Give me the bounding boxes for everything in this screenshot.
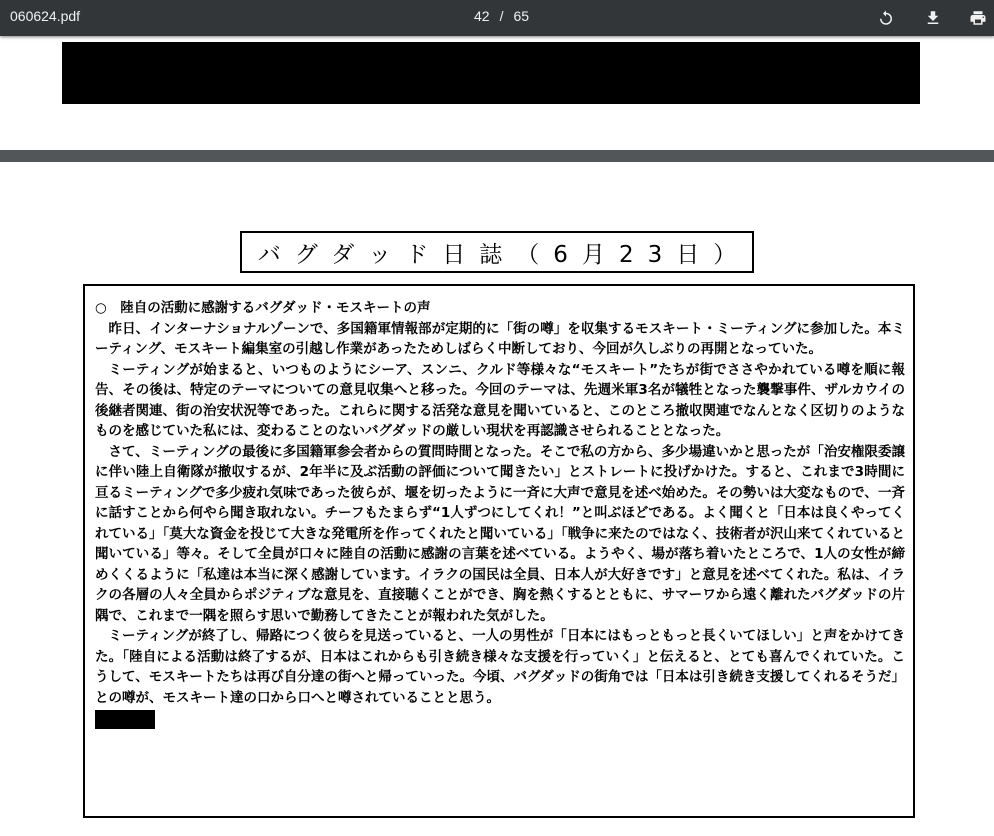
- current-page: [0, 162, 994, 836]
- paragraph-4: ミーティングが終了し、帰路につく彼らを見送っていると、一人の男性が「日本にはもっともっと長くいてほしい」と声をかけてきた。「陸自による活動は終了するが、日本はこれからも引き続き様々な支援を行っていく」と伝えると、とても喜んでくれていた。こうして、モスキートたちは再び自分達の街へと帰っていった。今頃、バグダッドの街角では「日本は引き続き支援してくれるそうだ」との噂が、モスキート達の口から口へと噂されていることと思う。: [95, 628, 905, 706]
- paragraph-3: さて、ミーティングの最後に多国籍軍参会者からの質問時間となった。そこで私の方から、多少場違いかと思ったが「治安権限委譲に伴い陸上自衛隊が撤収するが、2年半に及ぶ活動の評価について聞きたい」とストレートに投げかけた。すると、これまで3時間に亘るミーティングで多少疲れ気味であった彼らが、堰を切ったように一斉に大声で意見を述べ始めた。その勢いは大変なもので、一斉に話すことから何やら聞き取れない。チーフもたまらず“1人ずつにしてくれ！”と叫ぶほどである。よく聞くと「日本は良くやってくれている」「莫大な資金を投じて大きな発電所を作ってくれたと聞いている」「戦争に来たのではなく、技術者が沢山来てくれていると聞いている」等々。そして全員が口々に陸自の活動に感謝の言葉を述べている。ようやく、場が落ち着いたところで、1人の女性が締めくくるように「私達は本当に深く感謝しています。イラクの国民は全員、日本人が大好きです」と意見を述べてくれた。私は、イラクの各層の人々全員からポジティブな意見を、直接聴くことができ、胸を熱くするとともに、サマーワから遠く離れたバグダッドの片隅で、これまで一隅を照らす思いで勤務してきたことが報われた気がした。: [95, 443, 905, 624]
- download-icon[interactable]: [921, 6, 945, 30]
- document-title: バグダッド日誌（6月23日）: [240, 231, 754, 273]
- redaction-block: [95, 710, 155, 729]
- section-heading: ○ 陸自の活動に感謝するバグダッド・モスキートの声: [95, 300, 431, 316]
- rotate-icon[interactable]: [874, 6, 898, 30]
- file-name: 060624.pdf: [10, 8, 81, 24]
- page-separator: /: [499, 8, 504, 24]
- previous-page: [0, 36, 994, 150]
- document-body: [83, 284, 915, 818]
- pdf-toolbar: [0, 0, 994, 36]
- redaction-block: [62, 42, 920, 104]
- print-icon[interactable]: [966, 6, 990, 30]
- total-pages: 65: [513, 8, 530, 24]
- page-indicator: [474, 8, 529, 24]
- page-gap: [0, 150, 994, 162]
- paragraph-2: ミーティングが始まると、いつものようにシーア、スンニ、クルド等様々な“モスキート”たちが街でささやかれている噂を順に報告、その後は、特定のテーマについての意見収集へと移った。今回のテーマは、先週米軍3名が犠牲となった襲撃事件、ザルカウイの後継者関連、街の治安状況等であった。これらに関する活発な意見を聞いていると、このところ撤収関連でなんとなく区切りのようなものを感じていた私には、変わることのないバグダッドの厳しい現状を再認識させられることとなった。: [95, 361, 905, 439]
- current-page-input[interactable]: 42: [474, 8, 490, 24]
- paragraph-1: 昨日、インターナショナルゾーンで、多国籍軍情報部が定期的に「街の噂」を収集するモスキート・ミーティングに参加した。本ミーティング、モスキート編集室の引越し作業があったためしばらく中断しており、今回が久しぶりの再開となっていた。: [95, 320, 905, 357]
